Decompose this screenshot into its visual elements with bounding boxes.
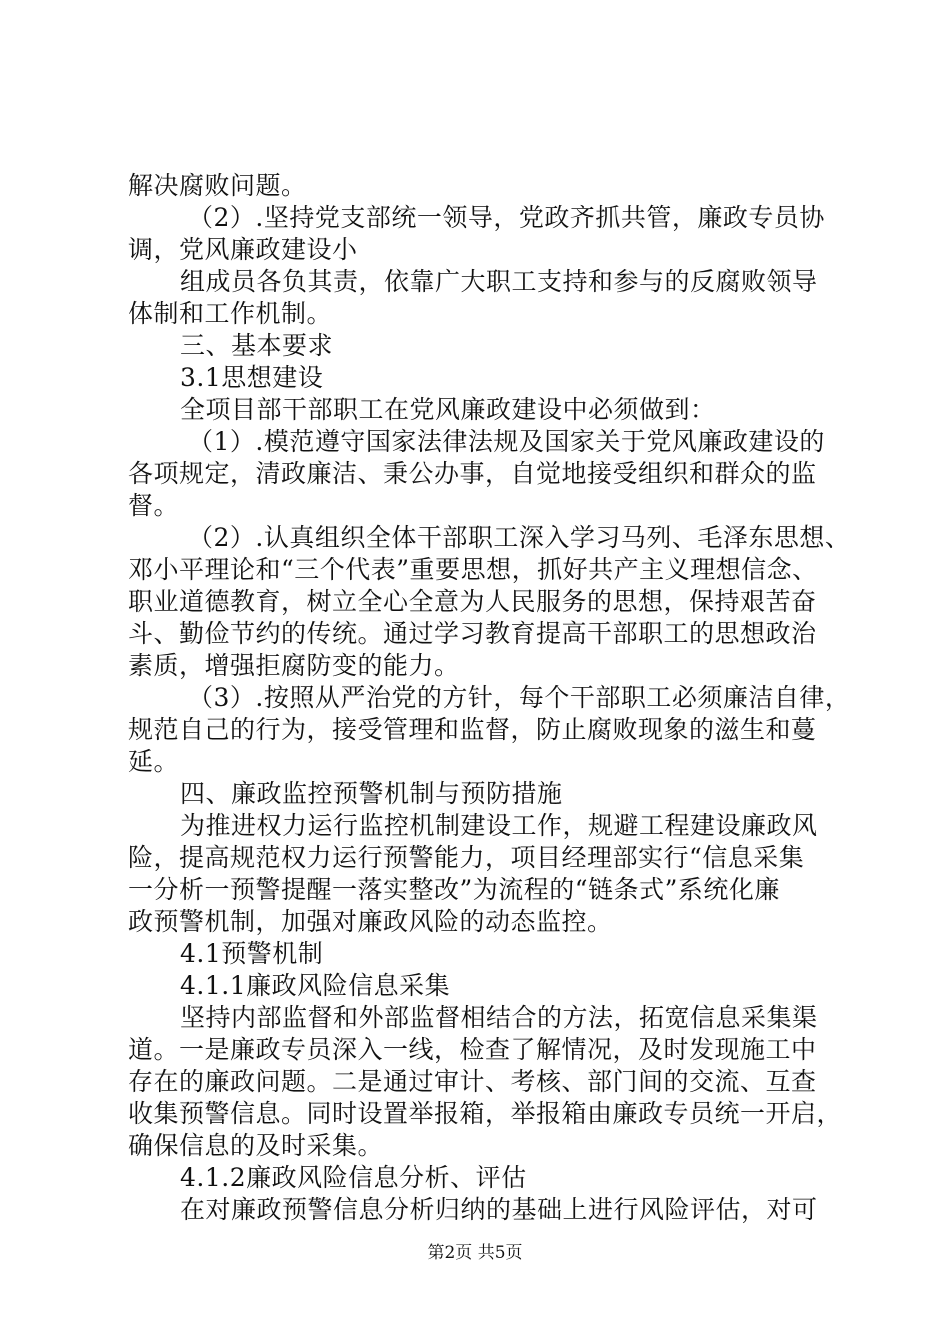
text-line: 收集预警信息。同时设置举报箱，举报箱由廉政专员统一开启， [128, 1099, 843, 1128]
text-line: 各项规定，清政廉洁、秉公办事，自觉地接受组织和群众的监 [128, 459, 817, 488]
text-line: （3）.按照从严治党的方针，每个干部职工必须廉洁自律， [188, 683, 851, 712]
text-line: 政预警机制，加强对廉政风险的动态监控。 [128, 907, 613, 936]
page-number-footer: 第2页 共5页 [427, 1243, 523, 1263]
document-body [128, 170, 851, 1226]
text-line: 督。 [128, 491, 180, 520]
subsection-heading: 4.1预警机制 [180, 939, 324, 968]
text-line: 体制和工作机制。 [128, 299, 333, 328]
text-line: 组成员各负其责，依靠广大职工支持和参与的反腐败领导 [180, 267, 818, 296]
text-line: 一分析一预警提醒一落实整改”为流程的“链条式”系统化廉 [128, 875, 780, 904]
text-line: 职业道德教育，树立全心全意为人民服务的思想，保持艰苦奋 [128, 587, 817, 616]
text-line: 存在的廉政问题。二是通过审计、考核、部门间的交流、互查 [128, 1067, 817, 1096]
text-line: 素质，增强拒腐防变的能力。 [128, 651, 460, 680]
text-line: 确保信息的及时采集。 [128, 1131, 384, 1160]
text-line: 在对廉政预警信息分析归纳的基础上进行风险评估，对可 [180, 1195, 818, 1224]
subsection-heading: 4.1.1廉政风险信息采集 [180, 971, 451, 1000]
text-line: （2）.坚持党支部统一领导，党政齐抓共管，廉政专员协 [188, 203, 825, 232]
text-line: （2）.认真组织全体干部职工深入学习马列、毛泽东思想、 [188, 523, 851, 552]
subsection-heading: 3.1思想建设 [180, 363, 324, 392]
text-line: 邓小平理论和“三个代表”重要思想，抓好共产主义理想信念、 [128, 555, 818, 584]
text-line: 全项目部干部职工在党风廉政建设中必须做到： [180, 395, 716, 424]
section-heading: 三、基本要求 [180, 331, 334, 360]
section-heading: 四、廉政监控预警机制与预防措施 [180, 779, 563, 808]
text-line: 道。一是廉政专员深入一线，检查了解情况，及时发现施工中 [128, 1035, 817, 1064]
text-line: 险，提高规范权力运行预警能力，项目经理部实行“信息采集 [128, 843, 805, 872]
text-line: 斗、勤俭节约的传统。通过学习教育提高干部职工的思想政治 [128, 619, 817, 648]
text-line: 为推进权力运行监控机制建设工作，规避工程建设廉政风 [180, 811, 818, 840]
text-line: 解决腐败问题。 [128, 171, 307, 200]
text-line: 延。 [128, 747, 180, 776]
text-line: 规范自己的行为，接受管理和监督，防止腐败现象的滋生和蔓 [128, 715, 817, 744]
text-line: 坚持内部监督和外部监督相结合的方法，拓宽信息采集渠 [180, 1003, 818, 1032]
text-line: （1）.模范遵守国家法律法规及国家关于党风廉政建设的 [188, 427, 825, 456]
subsection-heading: 4.1.2廉政风险信息分析、评估 [180, 1163, 527, 1192]
text-line: 调，党风廉政建设小 [128, 235, 358, 264]
